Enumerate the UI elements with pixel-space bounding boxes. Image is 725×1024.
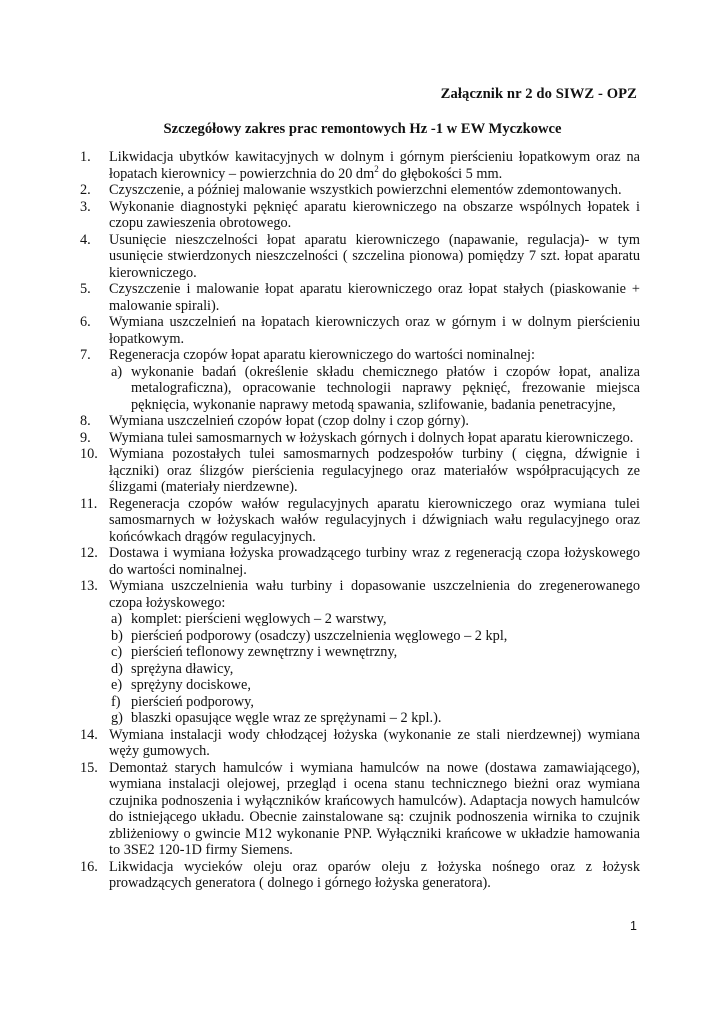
list-item	[80, 859, 640, 892]
item-number: 11.	[80, 495, 98, 512]
list-item	[80, 430, 640, 447]
item-number: 6.	[80, 314, 91, 330]
item-number: 14.	[80, 726, 98, 743]
page-number: 1	[630, 919, 637, 933]
item-text: Regeneracja czopów wałów regulacyjnych aparatu kierowniczego oraz wymiana tulei samosmarnych w łożyskach wałów regulacyjnych i dźwigniach wału regulacyjnego oraz końcówkach drągów regulacyjnych.	[109, 495, 640, 545]
list-item	[80, 413, 640, 430]
list-item	[80, 727, 640, 760]
sub-item-text: komplet: pierścieni węglowych – 2 warstwy,	[131, 611, 387, 627]
sub-item	[109, 661, 640, 678]
sub-list	[109, 611, 640, 727]
item-text: Usunięcie nieszczelności łopat aparatu kierowniczego (napawanie, regulacja)- w tym usunięcie stwierdzonych nieszczelności ( szczelina pionowa) pomiędzy 7 szt. łopat aparatu kierowniczego.	[109, 231, 640, 281]
list-item	[80, 578, 640, 727]
item-text: Likwidacja ubytków kawitacyjnych w dolnym i górnym pierścieniu łopatkowym oraz na łopatach kierownicy – powierzchnia do 20 $dm^2$ do głębokości 5 mm.	[109, 149, 640, 182]
list-item	[80, 149, 640, 182]
list-item	[80, 232, 640, 282]
item-number: 16.	[80, 858, 98, 875]
sub-item-text: pierścień podporowy (osadczy) uszczelnienia węglowego – 2 kpl,	[131, 627, 508, 644]
list-item	[80, 314, 640, 347]
sub-item-label: a)	[111, 363, 123, 380]
sub-list	[109, 364, 640, 414]
sub-item-text: sprężyny dociskowe,	[131, 677, 251, 693]
item-number: 2.	[80, 182, 91, 198]
sub-item-text: sprężyna dławicy,	[131, 660, 234, 677]
sub-item-text: pierścień teflonowy zewnętrzny i wewnętrzny,	[131, 644, 398, 660]
item-number: 9.	[80, 429, 91, 446]
item-number: 8.	[80, 413, 91, 429]
sub-item-label: a)	[111, 611, 123, 627]
list-item	[80, 496, 640, 546]
sub-item	[109, 364, 640, 414]
sub-item	[109, 694, 640, 711]
item-number: 4.	[80, 231, 91, 248]
sub-item	[109, 644, 640, 661]
list-item	[80, 199, 640, 232]
item-text: Demontaż starych hamulców i wymiana hamulców na nowe (dostawa zamawiającego), wymiana instalacji olejowej, przegląd i ocena stanu technicznego bieżni oraz wymiana czujnika podnoszenia i wyłączników krańcowych hamulców). Adaptacja nowych hamulców do istniejącego układu. Obecnie zainstalowane są: czujnik podnoszenia wirnika to czujnik zbliżeniowy o gwincie M12 wykonanie PNP. Wyłączniki krańcowe w układzie hamowania to 3SE2 120-1D firmy Siemens.	[109, 759, 640, 858]
list-item	[80, 545, 640, 578]
sub-item	[109, 611, 640, 628]
list-item	[80, 347, 640, 413]
list-item	[80, 760, 640, 859]
sub-item-label: c)	[111, 644, 123, 660]
item-number: 12.	[80, 545, 98, 561]
item-number: 5.	[80, 281, 91, 297]
sub-item-label: b)	[111, 627, 123, 644]
list-item	[80, 446, 640, 496]
item-text: Wymiana tulei samosmarnych w łożyskach górnych i dolnych łopat aparatu kierowniczego.	[109, 429, 634, 446]
item-text: Wykonanie diagnostyki pęknięć aparatu kierowniczego na obszarze wspólnych łopatek i czopu zawieszenia obrotowego.	[109, 198, 640, 231]
list-item	[80, 281, 640, 314]
sub-item-label: g)	[111, 710, 123, 726]
item-text: Czyszczenie i malowanie łopat aparatu kierowniczego oraz łopat stałych (piaskowanie + malowanie spirali).	[109, 281, 640, 314]
sub-item-text: wykonanie badań (określenie składu chemicznego płatów i czopów łopat, analiza metalograficzna), opracowanie technologii naprawy pęknięć, frezowanie miejsca pęknięcia, wykonanie naprawy metodą spawania, szlifowanie, badania penetracyjne,	[131, 363, 640, 413]
item-text: Wymiana uszczelnienia wału turbiny i dopasowanie uszczelnienia do zregenerowanego czopa łożyskowego:	[109, 578, 640, 611]
item-text: Regeneracja czopów łopat aparatu kierowniczego do wartości nominalnej:	[109, 347, 535, 363]
item-number: 13.	[80, 578, 98, 594]
item-number: 10.	[80, 446, 98, 462]
item-number: 1.	[80, 149, 91, 165]
item-number: 3.	[80, 198, 91, 215]
superscript: 2	[374, 163, 379, 174]
item-text: Czyszczenie, a później malowanie wszystkich powierzchni elementów zdemontowanych.	[109, 182, 622, 198]
sub-item-label: f)	[111, 693, 121, 710]
item-text: Likwidacja wycieków oleju oraz oparów oleju z łożyska nośnego oraz z łożysk prowadzących generatora ( dolnego i górnego łożyska generatora).	[109, 858, 640, 891]
works-list	[80, 149, 640, 892]
sub-item-text: pierścień podporowy,	[131, 693, 254, 710]
item-text: Wymiana pozostałych tulei samosmarnych podzespołów turbiny ( cięgna, dźwignie i łączniki) oraz ślizgów pierścienia regulacyjnego oraz materiałów współpracujących ze ślizgami (materiały nierdzewne).	[109, 446, 640, 495]
item-text: Wymiana uszczelnień na łopatach kierowniczych oraz w górnym i w dolnym pierścieniu łopatkowym.	[109, 314, 640, 347]
item-text: Wymiana instalacji wody chłodzącej łożyska (wykonanie ze stali nierdzewnej) wymiana węży gumowych.	[109, 726, 640, 759]
sub-item-text: blaszki opasujące węgle wraz ze sprężynami – 2 kpl.).	[131, 710, 442, 726]
attachment-label: Załącznik nr 2 do SIWZ - OPZ	[440, 86, 637, 102]
item-number: 15.	[80, 759, 98, 776]
item-text: Wymiana uszczelnień czopów łopat (czop dolny i czop górny).	[109, 413, 470, 429]
sub-item-label: e)	[111, 677, 123, 693]
item-text: Dostawa i wymiana łożyska prowadzącego turbiny wraz z regeneracją czopa łożyskowego do wartości nominalnej.	[109, 545, 640, 578]
document-title: Szczegółowy zakres prac remontowych Hz -1 w EW Myczkowce	[163, 121, 562, 137]
item-number: 7.	[80, 347, 91, 363]
sub-item-label: d)	[111, 660, 123, 677]
sub-item	[109, 628, 640, 645]
sub-item	[109, 710, 640, 727]
list-item	[80, 182, 640, 199]
sub-item	[109, 677, 640, 694]
